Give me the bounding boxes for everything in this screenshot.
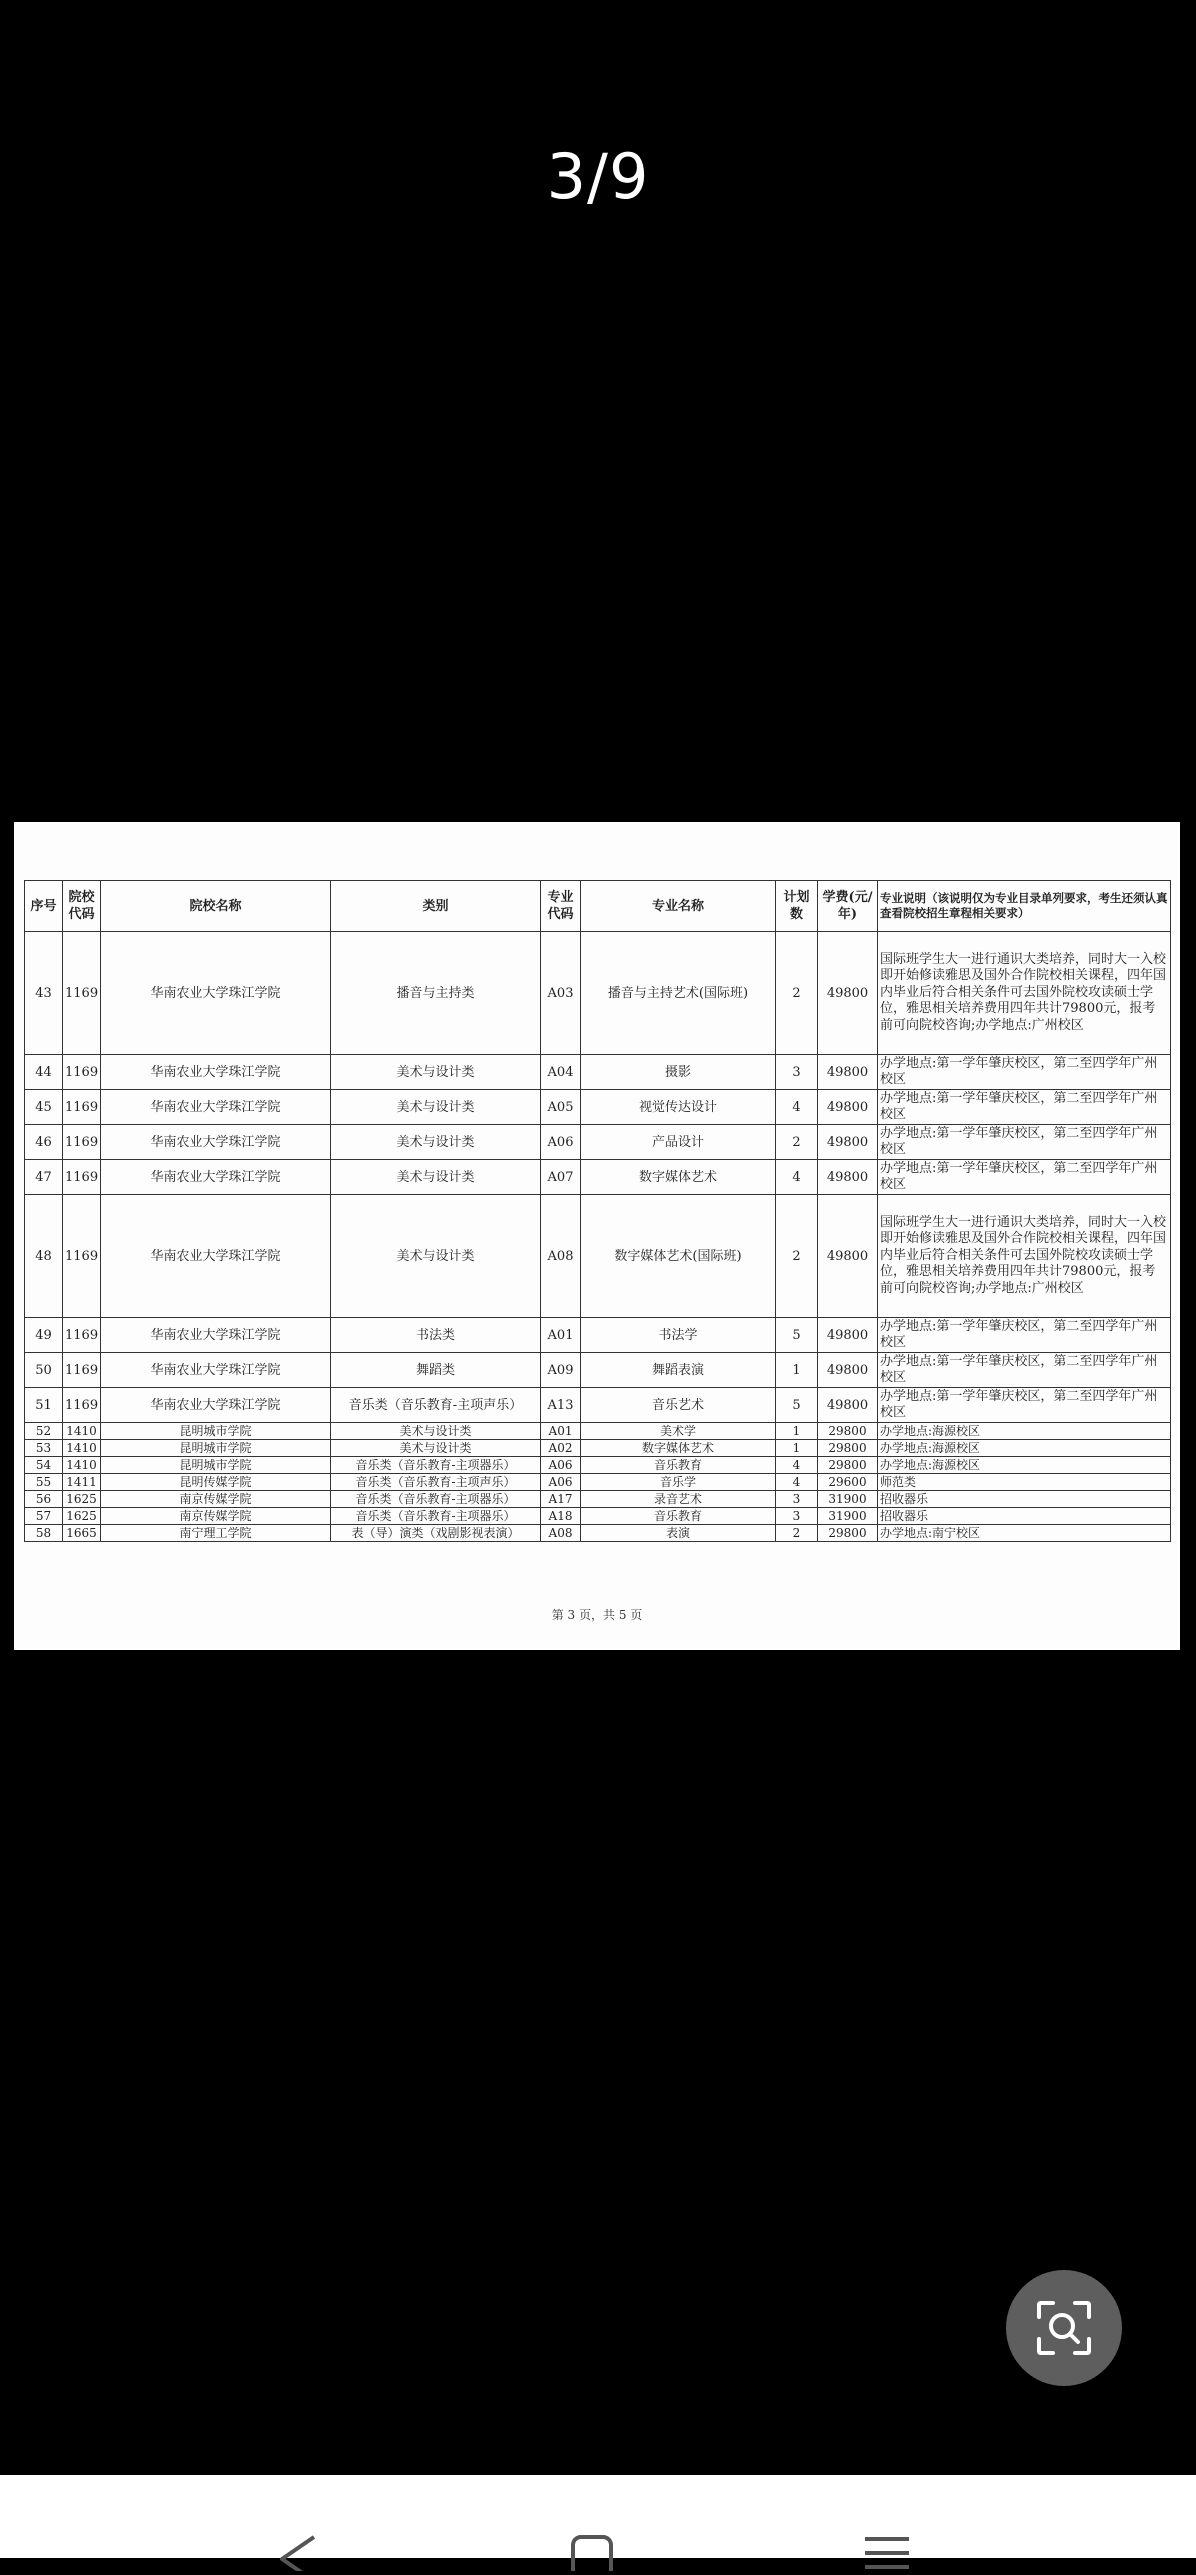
school-name-cell: 华南农业大学珠江学院 bbox=[101, 1195, 331, 1318]
school-code-cell: 1169 bbox=[63, 1388, 101, 1423]
plan-count-cell: 5 bbox=[776, 1388, 818, 1423]
school-name-cell: 华南农业大学珠江学院 bbox=[101, 1388, 331, 1423]
category-cell: 播音与主持类 bbox=[331, 932, 541, 1055]
tuition-fee-cell: 29800 bbox=[818, 1423, 878, 1440]
major-code-cell: A06 bbox=[541, 1474, 581, 1491]
home-square-icon bbox=[563, 2531, 623, 2571]
row-number-cell: 58 bbox=[25, 1525, 63, 1542]
image-search-icon bbox=[1035, 2299, 1093, 2357]
school-name-cell: 昆明城市学院 bbox=[101, 1423, 331, 1440]
school-name-cell: 南宁理工学院 bbox=[101, 1525, 331, 1542]
major-name-cell: 数字媒体艺术 bbox=[581, 1440, 776, 1457]
major-code-cell: A04 bbox=[541, 1055, 581, 1090]
header-cell: 专业代码 bbox=[541, 881, 581, 932]
header-cell: 计划数 bbox=[776, 881, 818, 932]
school-code-cell: 1169 bbox=[63, 1195, 101, 1318]
major-note-cell: 办学地点:海源校区 bbox=[878, 1457, 1171, 1474]
school-code-cell: 1169 bbox=[63, 1318, 101, 1353]
major-note-cell: 办学地点:海源校区 bbox=[878, 1440, 1171, 1457]
tuition-fee-cell: 29800 bbox=[818, 1525, 878, 1542]
nav-back-button[interactable] bbox=[268, 2531, 328, 2571]
tuition-fee-cell: 29800 bbox=[818, 1457, 878, 1474]
image-search-button[interactable] bbox=[1006, 2270, 1122, 2386]
category-cell: 音乐类（音乐教育-主项声乐） bbox=[331, 1474, 541, 1491]
major-name-cell: 音乐教育 bbox=[581, 1457, 776, 1474]
tuition-fee-cell: 49800 bbox=[818, 1160, 878, 1195]
plan-count-cell: 4 bbox=[776, 1160, 818, 1195]
major-note-cell: 办学地点:第一学年肇庆校区，第二至四学年广州校区 bbox=[878, 1353, 1171, 1388]
header-cell: 类别 bbox=[331, 881, 541, 932]
school-code-cell: 1169 bbox=[63, 1090, 101, 1125]
major-name-cell: 表演 bbox=[581, 1525, 776, 1542]
plan-count-cell: 5 bbox=[776, 1318, 818, 1353]
school-name-cell: 昆明城市学院 bbox=[101, 1440, 331, 1457]
major-note-cell: 国际班学生大一进行通识大类培养，同时大一入校即开始修读雅思及国外合作院校相关课程，四年国内毕业后符合相关条件可去国外院校攻读硕士学位，雅思相关培养费用四年共计79800元，报考前可向院校咨询;办学地点:广州校区 bbox=[878, 932, 1171, 1055]
tuition-fee-cell: 29800 bbox=[818, 1440, 878, 1457]
category-cell: 音乐类（音乐教育-主项器乐） bbox=[331, 1457, 541, 1474]
major-code-cell: A09 bbox=[541, 1353, 581, 1388]
major-code-cell: A18 bbox=[541, 1508, 581, 1525]
category-cell: 美术与设计类 bbox=[331, 1055, 541, 1090]
table-row bbox=[25, 1055, 1171, 1090]
school-code-cell: 1665 bbox=[63, 1525, 101, 1542]
major-code-cell: A08 bbox=[541, 1195, 581, 1318]
row-number-cell: 55 bbox=[25, 1474, 63, 1491]
nav-menu-button[interactable] bbox=[857, 2531, 917, 2571]
header-cell: 院校名称 bbox=[101, 881, 331, 932]
page-footer: 第 3 页，共 5 页 bbox=[551, 1608, 643, 1622]
major-code-cell: A07 bbox=[541, 1160, 581, 1195]
school-name-cell: 昆明传媒学院 bbox=[101, 1474, 331, 1491]
major-name-cell: 视觉传达设计 bbox=[581, 1090, 776, 1125]
school-name-cell: 华南农业大学珠江学院 bbox=[101, 1353, 331, 1388]
major-name-cell: 音乐教育 bbox=[581, 1508, 776, 1525]
plan-count-cell: 2 bbox=[776, 932, 818, 1055]
table-row bbox=[25, 1423, 1171, 1440]
major-note-cell: 师范类 bbox=[878, 1474, 1171, 1491]
major-code-cell: A05 bbox=[541, 1090, 581, 1125]
category-cell: 音乐类（音乐教育-主项器乐） bbox=[331, 1508, 541, 1525]
table-row bbox=[25, 1508, 1171, 1525]
table-row bbox=[25, 932, 1171, 1055]
row-number-cell: 56 bbox=[25, 1491, 63, 1508]
plan-count-cell: 2 bbox=[776, 1525, 818, 1542]
school-name-cell: 华南农业大学珠江学院 bbox=[101, 1318, 331, 1353]
tuition-fee-cell: 29600 bbox=[818, 1474, 878, 1491]
tuition-fee-cell: 49800 bbox=[818, 1055, 878, 1090]
major-note-cell: 办学地点:第一学年肇庆校区，第二至四学年广州校区 bbox=[878, 1055, 1171, 1090]
plan-count-cell: 1 bbox=[776, 1423, 818, 1440]
school-name-cell: 华南农业大学珠江学院 bbox=[101, 1160, 331, 1195]
major-name-cell: 书法学 bbox=[581, 1318, 776, 1353]
major-note-cell: 办学地点:第一学年肇庆校区，第二至四学年广州校区 bbox=[878, 1090, 1171, 1125]
school-code-cell: 1625 bbox=[63, 1491, 101, 1508]
category-cell: 书法类 bbox=[331, 1318, 541, 1353]
table-row bbox=[25, 1160, 1171, 1195]
header-cell: 序号 bbox=[25, 881, 63, 932]
plan-count-cell: 4 bbox=[776, 1474, 818, 1491]
school-code-cell: 1169 bbox=[63, 932, 101, 1055]
nav-home-button[interactable] bbox=[563, 2531, 623, 2571]
document-image[interactable] bbox=[14, 822, 1180, 1650]
plan-count-cell: 3 bbox=[776, 1508, 818, 1525]
school-code-cell: 1169 bbox=[63, 1160, 101, 1195]
tuition-fee-cell: 49800 bbox=[818, 1090, 878, 1125]
school-code-cell: 1410 bbox=[63, 1423, 101, 1440]
school-code-cell: 1410 bbox=[63, 1440, 101, 1457]
table-row bbox=[25, 1440, 1171, 1457]
plan-count-cell: 2 bbox=[776, 1195, 818, 1318]
school-code-cell: 1169 bbox=[63, 1125, 101, 1160]
major-name-cell: 数字媒体艺术 bbox=[581, 1160, 776, 1195]
header-cell: 专业名称 bbox=[581, 881, 776, 932]
major-code-cell: A02 bbox=[541, 1440, 581, 1457]
school-code-cell: 1169 bbox=[63, 1055, 101, 1090]
school-name-cell: 南京传媒学院 bbox=[101, 1491, 331, 1508]
admissions-table bbox=[24, 880, 1171, 1542]
school-name-cell: 华南农业大学珠江学院 bbox=[101, 932, 331, 1055]
tuition-fee-cell: 49800 bbox=[818, 1318, 878, 1353]
school-name-cell: 华南农业大学珠江学院 bbox=[101, 1055, 331, 1090]
tuition-fee-cell: 31900 bbox=[818, 1508, 878, 1525]
table-row bbox=[25, 1125, 1171, 1160]
row-number-cell: 52 bbox=[25, 1423, 63, 1440]
row-number-cell: 49 bbox=[25, 1318, 63, 1353]
category-cell: 美术与设计类 bbox=[331, 1440, 541, 1457]
header-cell: 学费(元/年) bbox=[818, 881, 878, 932]
school-code-cell: 1625 bbox=[63, 1508, 101, 1525]
table-row bbox=[25, 1195, 1171, 1318]
major-name-cell: 产品设计 bbox=[581, 1125, 776, 1160]
major-note-cell: 招收器乐 bbox=[878, 1491, 1171, 1508]
category-cell: 音乐类（音乐教育-主项声乐） bbox=[331, 1388, 541, 1423]
major-note-cell: 招收器乐 bbox=[878, 1508, 1171, 1525]
plan-count-cell: 2 bbox=[776, 1125, 818, 1160]
major-note-cell: 国际班学生大一进行通识大类培养，同时大一入校即开始修读雅思及国外合作院校相关课程，四年国内毕业后符合相关条件可去国外院校攻读硕士学位，雅思相关培养费用四年共计79800元，报考前可向院校咨询;办学地点:广州校区 bbox=[878, 1195, 1171, 1318]
tuition-fee-cell: 31900 bbox=[818, 1491, 878, 1508]
major-note-cell: 办学地点:第一学年肇庆校区，第二至四学年广州校区 bbox=[878, 1318, 1171, 1353]
row-number-cell: 51 bbox=[25, 1388, 63, 1423]
tuition-fee-cell: 49800 bbox=[818, 1353, 878, 1388]
major-name-cell: 音乐学 bbox=[581, 1474, 776, 1491]
table-row bbox=[25, 1090, 1171, 1125]
page-counter: 3/9 bbox=[546, 140, 650, 213]
major-name-cell: 播音与主持艺术(国际班) bbox=[581, 932, 776, 1055]
major-code-cell: A13 bbox=[541, 1388, 581, 1423]
row-number-cell: 50 bbox=[25, 1353, 63, 1388]
major-note-cell: 办学地点:南宁校区 bbox=[878, 1525, 1171, 1542]
category-cell: 舞蹈类 bbox=[331, 1353, 541, 1388]
category-cell: 音乐类（音乐教育-主项器乐） bbox=[331, 1491, 541, 1508]
category-cell: 表（导）演类（戏剧影视表演） bbox=[331, 1525, 541, 1542]
major-code-cell: A01 bbox=[541, 1423, 581, 1440]
tuition-fee-cell: 49800 bbox=[818, 1125, 878, 1160]
major-name-cell: 摄影 bbox=[581, 1055, 776, 1090]
table-row bbox=[25, 1388, 1171, 1423]
major-note-cell: 办学地点:第一学年肇庆校区，第二至四学年广州校区 bbox=[878, 1388, 1171, 1423]
category-cell: 美术与设计类 bbox=[331, 1125, 541, 1160]
table-row bbox=[25, 1353, 1171, 1388]
system-navigation-bar bbox=[0, 2475, 1196, 2558]
plan-count-cell: 1 bbox=[776, 1440, 818, 1457]
major-name-cell: 数字媒体艺术(国际班) bbox=[581, 1195, 776, 1318]
category-cell: 美术与设计类 bbox=[331, 1423, 541, 1440]
major-code-cell: A06 bbox=[541, 1125, 581, 1160]
major-note-cell: 办学地点:第一学年肇庆校区，第二至四学年广州校区 bbox=[878, 1160, 1171, 1195]
major-name-cell: 音乐艺术 bbox=[581, 1388, 776, 1423]
header-cell: 院校代码 bbox=[63, 881, 101, 932]
row-number-cell: 54 bbox=[25, 1457, 63, 1474]
table-row bbox=[25, 1491, 1171, 1508]
row-number-cell: 48 bbox=[25, 1195, 63, 1318]
plan-count-cell: 1 bbox=[776, 1353, 818, 1388]
back-triangle-icon bbox=[268, 2531, 328, 2571]
school-code-cell: 1411 bbox=[63, 1474, 101, 1491]
category-cell: 美术与设计类 bbox=[331, 1160, 541, 1195]
menu-lines-icon bbox=[857, 2531, 917, 2571]
category-cell: 美术与设计类 bbox=[331, 1195, 541, 1318]
row-number-cell: 46 bbox=[25, 1125, 63, 1160]
major-code-cell: A06 bbox=[541, 1457, 581, 1474]
major-name-cell: 舞蹈表演 bbox=[581, 1353, 776, 1388]
school-code-cell: 1410 bbox=[63, 1457, 101, 1474]
plan-count-cell: 3 bbox=[776, 1491, 818, 1508]
plan-count-cell: 4 bbox=[776, 1090, 818, 1125]
table-row bbox=[25, 1474, 1171, 1491]
school-name-cell: 昆明城市学院 bbox=[101, 1457, 331, 1474]
major-note-cell: 办学地点:海源校区 bbox=[878, 1423, 1171, 1440]
tuition-fee-cell: 49800 bbox=[818, 1195, 878, 1318]
row-number-cell: 45 bbox=[25, 1090, 63, 1125]
row-number-cell: 53 bbox=[25, 1440, 63, 1457]
school-name-cell: 华南农业大学珠江学院 bbox=[101, 1090, 331, 1125]
tuition-fee-cell: 49800 bbox=[818, 1388, 878, 1423]
plan-count-cell: 3 bbox=[776, 1055, 818, 1090]
tuition-fee-cell: 49800 bbox=[818, 932, 878, 1055]
plan-count-cell: 4 bbox=[776, 1457, 818, 1474]
header-cell: 专业说明（该说明仅为专业目录单列要求，考生还须认真查看院校招生章程相关要求） bbox=[878, 881, 1171, 932]
major-code-cell: A17 bbox=[541, 1491, 581, 1508]
major-name-cell: 录音艺术 bbox=[581, 1491, 776, 1508]
table-row bbox=[25, 1525, 1171, 1542]
major-code-cell: A03 bbox=[541, 932, 581, 1055]
school-code-cell: 1169 bbox=[63, 1353, 101, 1388]
table-header-row bbox=[25, 881, 1171, 932]
school-name-cell: 南京传媒学院 bbox=[101, 1508, 331, 1525]
school-name-cell: 华南农业大学珠江学院 bbox=[101, 1125, 331, 1160]
major-name-cell: 美术学 bbox=[581, 1423, 776, 1440]
table-row bbox=[25, 1318, 1171, 1353]
major-code-cell: A08 bbox=[541, 1525, 581, 1542]
table-row bbox=[25, 1457, 1171, 1474]
major-note-cell: 办学地点:第一学年肇庆校区，第二至四学年广州校区 bbox=[878, 1125, 1171, 1160]
row-number-cell: 44 bbox=[25, 1055, 63, 1090]
row-number-cell: 47 bbox=[25, 1160, 63, 1195]
category-cell: 美术与设计类 bbox=[331, 1090, 541, 1125]
major-code-cell: A01 bbox=[541, 1318, 581, 1353]
row-number-cell: 43 bbox=[25, 932, 63, 1055]
row-number-cell: 57 bbox=[25, 1508, 63, 1525]
